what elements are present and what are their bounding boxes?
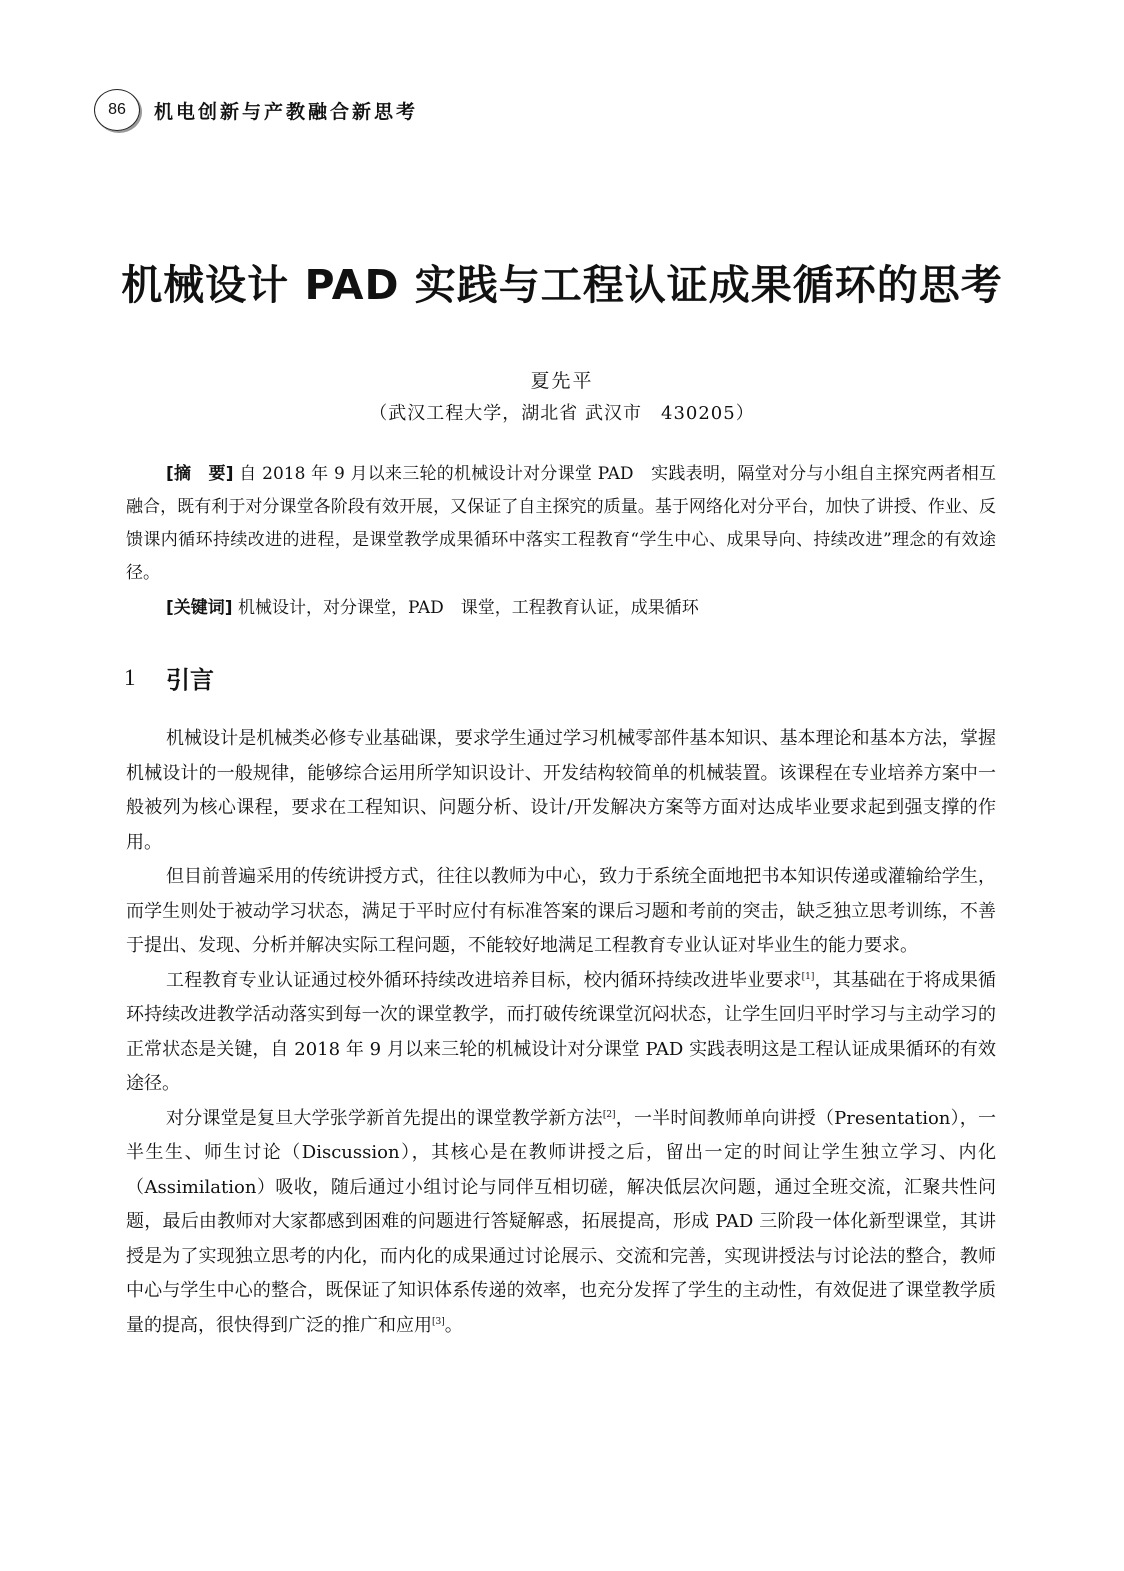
paragraph-4: [126, 1102, 996, 1344]
abstract: [126, 458, 996, 590]
paragraph-3-part-2: ，其基础在于将成果循环持续改进教学活动落实到每一次的课堂教学，而打破传统课堂沉闷状态，让学生回归平时学习与主动学习的正常状态是关键，自 2018 年 9 月以来三轮的机械设计对分课堂 PAD 实践表明这是工程认证成果循环的有效途径。: [126, 969, 997, 1094]
citation-2[interactable]: [2]: [602, 1109, 616, 1120]
section-number: 1: [124, 664, 136, 690]
citation-3[interactable]: [3]: [432, 1316, 445, 1327]
paragraph-3-part-1: 工程教育专业认证通过校外循环持续改进培养目标，校内循环持续改进毕业要求: [166, 969, 802, 991]
abstract-label: [摘 要]: [166, 464, 234, 484]
body-text: [126, 722, 996, 1343]
paragraph-4-part-1: 对分课堂是复旦大学张学新首先提出的课堂教学新方法: [166, 1107, 603, 1129]
keywords-text: 机械设计，对分课堂，PAD 课堂，工程教育认证，成果循环: [232, 598, 699, 618]
keywords-label: [关键词]: [166, 598, 233, 618]
paragraph-4-part-2: ，一半时间教师单向讲授（Presentation），一半生生、师生讨论（Discussion），其核心是在教师讲授之后，留出一定的时间让学生独立学习、内化（Assimilation）吸收，随后通过小组讨论与同伴互相切磋，解决低层次问题，通过全班交流，汇聚共性问题，最后由教师对大家都感到困难的问题进行答疑解惑，拓展提高，形成 PAD 三阶段一体化新型课堂，其讲授是为了实现独立思考的内化，而内化的成果通过讨论展示、交流和完善，实现讲授法与讨论法的整合，教师中心与学生中心的整合，既保证了知识体系传递的效率，也充分发挥了学生的主动性，有效促进了课堂教学质量的提高，很快得到广泛的推广和应用: [126, 1107, 997, 1336]
author-affiliation: （武汉工程大学，湖北省 武汉市 430205）: [369, 403, 755, 424]
section-heading: [124, 660, 214, 695]
paragraph-1: 机械设计是机械类必修专业基础课，要求学生通过学习机械零部件基本知识、基本理论和基本方法，掌握机械设计的一般规律，能够综合运用所学知识设计、开发结构较简单的机械装置。该课程在专业培养方案中一般被列为核心课程，要求在工程知识、问题分析、设计/开发解决方案等方面对达成毕业要求起到强支撑的作用。: [126, 728, 996, 853]
running-title: 机电创新与产教融合新思考: [154, 100, 419, 123]
abstract-text: 自 2018 年 9 月以来三轮的机械设计对分课堂 PAD 实践表明，隔堂对分与小组自主探究两者相互融合，既有利于对分课堂各阶段有效开展，又保证了自主探究的质量。基于网络化对分平台，加快了讲授、作业、反馈课内循环持续改进的进程，是课堂教学成果循环中落实工程教育“学生中心、成果导向、持续改进”理念的有效途径。: [126, 464, 996, 583]
page-number: 86: [94, 89, 140, 131]
paragraph-4-part-3: 。: [444, 1314, 463, 1336]
paragraph-2: 但目前普遍采用的传统讲授方式，往往以教师为中心，致力于系统全面地把书本知识传递或灌输给学生，而学生则处于被动学习状态，满足于平时应付有标准答案的课后习题和考前的突击，缺乏独立思考训练，不善于提出、发现、分析并解决实际工程问题，不能较好地满足工程教育专业认证对毕业生的能力要求。: [126, 866, 996, 956]
citation-1[interactable]: [1]: [801, 971, 815, 982]
paragraph-3: [126, 964, 996, 1102]
paper-title: 机械设计 PAD 实践与工程认证成果循环的思考: [121, 261, 1003, 309]
author-name: 夏先平: [530, 370, 594, 392]
page-header: [94, 88, 418, 132]
keywords: [126, 592, 996, 625]
section-title: 引言: [166, 666, 214, 694]
